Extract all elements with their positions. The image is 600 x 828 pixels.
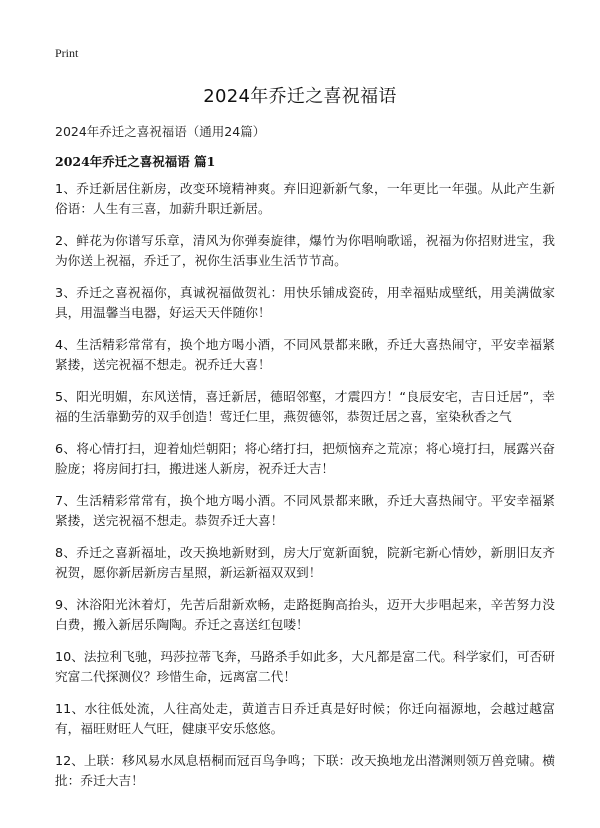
section-heading: 2024年乔迁之喜祝福语 篇1 <box>55 154 216 169</box>
paragraph-item: 4、生活精彩常常有，换个地方喝小酒，不同风景都来瞅，乔迁大喜热闹守，平安幸福紧紧搂，送完祝福不想走。祝乔迁大喜！ <box>55 337 555 372</box>
paragraph-item: 9、沐浴阳光沐着灯，先苦后甜新欢畅，走路挺胸高抬头，迈开大步唱起来，辛苦努力没白费，搬入新居乐陶陶。乔迁之喜送红包喽！ <box>55 597 555 632</box>
paragraph-item: 3、乔迁之喜祝福你，真诚祝福做贺礼：用快乐铺成瓷砖，用幸福贴成壁纸，用美满做家具，用温馨当电器，好运天天伴随你！ <box>55 285 555 320</box>
paragraph-item: 11、水往低处流，人往高处走，黄道吉日乔迁真是好时候；你迁向福源地，会越过越富有，福旺财旺人气旺，健康平安乐悠悠。 <box>55 701 555 736</box>
document-subtitle: 2024年乔迁之喜祝福语（通用24篇） <box>55 124 266 139</box>
paragraph-list <box>55 179 555 803</box>
paragraph-item: 12、上联：移风易水凤息梧桐而冠百鸟争鸣；下联：改天换地龙出潜渊则领万兽竞啸。横批：乔迁大吉！ <box>55 753 555 788</box>
paragraph-item: 6、将心情打扫，迎着灿烂朝阳；将心绪打扫，把烦恼弃之荒凉；将心境打扫，展露兴奋脸庞；将房间打扫，搬进迷人新房，祝乔迁大吉！ <box>55 441 555 476</box>
paragraph-item: 5、阳光明媚，东风送情，喜迁新居，德昭邻壑，才震四方！“良辰安宅，吉日迁居”，幸福的生活靠勤劳的双手创造！莺迁仁里，燕贺德邻，恭贺迁居之喜，室染秋香之气 <box>55 389 555 424</box>
print-link[interactable]: Print <box>55 46 79 60</box>
page-title: 2024年乔迁之喜祝福语 <box>203 86 397 107</box>
paragraph-item: 1、乔迁新居住新房，改变环境精神爽。弃旧迎新新气象，一年更比一年强。从此产生新俗语：人生有三喜，加薪升职迁新居。 <box>55 181 555 216</box>
paragraph-item: 10、法拉利飞驰，玛莎拉蒂飞奔，马路杀手如此多，大凡都是富二代。科学家们，可否研究富二代探测仪？珍惜生命，远离富二代！ <box>55 649 555 684</box>
paragraph-item: 7、生活精彩常常有，换个地方喝小酒。不同风景都来瞅，乔迁大喜热闹守。平安幸福紧紧搂，送完祝福不想走。恭贺乔迁大喜！ <box>55 493 555 528</box>
paragraph-item: 2、鲜花为你谱写乐章，清风为你弹奏旋律，爆竹为你唱响歌谣，祝福为你招财进宝，我为你送上祝福，乔迁了，祝你生活事业生活节节高。 <box>55 233 555 268</box>
paragraph-item: 8、乔迁之喜新福址，改天换地新财到，房大厅宽新面貌，院新宅新心情妙，新朋旧友齐祝贺，愿你新居新房吉星照，新运新福双双到！ <box>55 545 555 580</box>
